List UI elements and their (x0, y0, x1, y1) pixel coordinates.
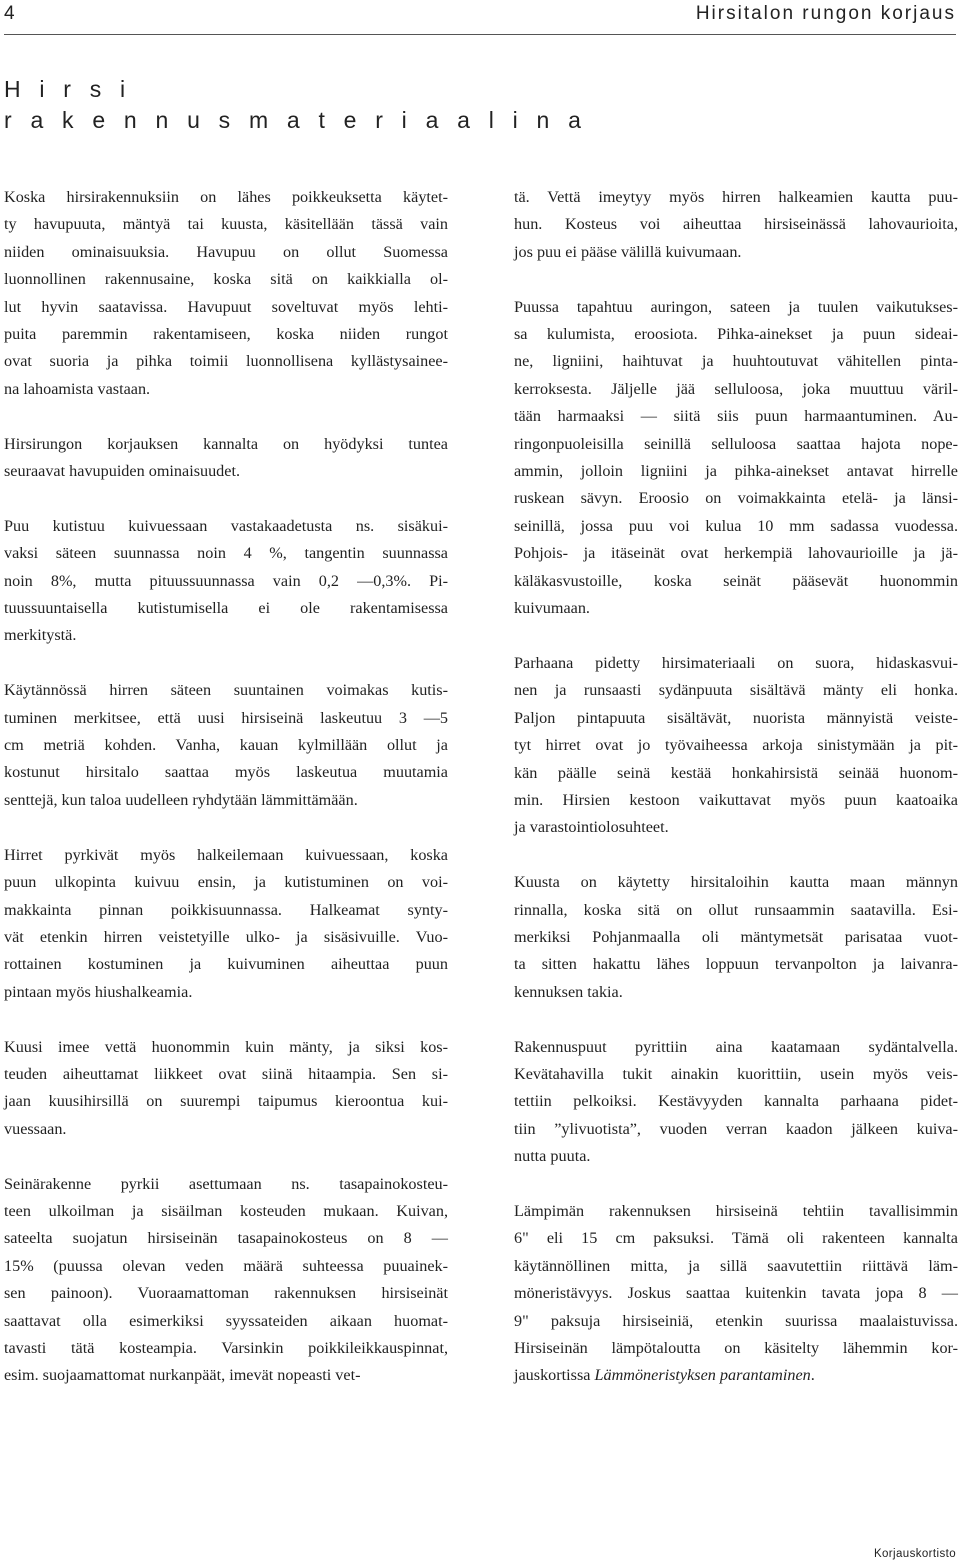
text-line: merkiksi Pohjanmaalla oli mäntymetsät parisataa vuot- (514, 927, 958, 946)
text-line: makkainta pinnan poikkisuunnassa. Halkeamat synty- (4, 900, 448, 919)
text-line: Koska hirsirakennuksiin on lähes poikkeuksetta käytet- (4, 188, 448, 206)
right-column (514, 184, 958, 1390)
text-line: Pohjois- ja itäseinät ovat herkempiä lahovaurioille ja jä- (514, 544, 958, 563)
paragraph (4, 184, 448, 403)
text-line: sen painoon). Vuoraamattoman rakennuksen hirsiseinät (4, 1284, 448, 1303)
text-line: seinillä, jossa puu voi kulua 10 mm sadassa vuodessa. (514, 516, 958, 535)
paragraph (514, 1034, 958, 1171)
text-line: Paljon pintapuuta sisältävät, nuorista männyistä veiste- (514, 708, 958, 727)
paragraph (514, 184, 958, 266)
text-line: vaksi säteen suunnassa noin 4 %, tangentin suunnassa (4, 544, 448, 563)
text-line: tuussuuntaisella kutistumisella ei ole rakentamisessa (4, 599, 448, 618)
text-line: Parhaana pidetty hirsimateriaali on suora, hidaskasvui- (514, 653, 958, 672)
text-line: noin 8%, mutta pituussuunnassa vain 0,2 —0,3%. Pi- (4, 571, 448, 590)
text-line: Kuusi imee vettä huonommin kuin mänty, ja siksi kos- (4, 1037, 448, 1056)
text-line: ty havupuuta, mäntyä tai kuusta, käsitellään tässä vain (4, 215, 448, 234)
text-line: kostunut hirsitalo saattaa myös laskeutua muutamia (4, 763, 448, 782)
paragraph (514, 869, 958, 1006)
paragraph (4, 677, 448, 814)
text-line: teuden aiheuttamat liikkeet ovat siinä hitaampia. Sen si- (4, 1064, 448, 1083)
paragraph (4, 1171, 448, 1390)
text-line: sa kulumista, eroosiota. Pihka-ainekset ja puun sideai- (514, 325, 958, 344)
text-line: lut hyvin saatavissa. Havupuut soveltuvat myös lehti- (4, 297, 448, 316)
text-line: Lämpimän rakennuksen hirsiseinä tehtiin tavallisimmin (514, 1201, 958, 1220)
text-line: vuessaan. (4, 1119, 67, 1138)
text-line: Hirret pyrkivät myös halkeilemaan kuivuessaan, koska (4, 845, 448, 864)
text-line: niiden ominaisuuksia. Havupuu on ollut Suomessa (4, 242, 448, 261)
paragraph (4, 431, 448, 486)
text-line: saattavat olla esimerkiksi syyssateiden aikaan huomat- (4, 1311, 448, 1330)
text-line: kennuksen takia. (514, 982, 623, 1001)
text-line: Kuusta on käytetty hirsitaloihin kautta maan männyn (514, 873, 958, 892)
text-line: 6" eli 15 cm paksuksi. Tämä oli rakenteen kannalta (514, 1229, 958, 1248)
text-line: senttejä, kun taloa uudelleen ryhdytään lämmittämään. (4, 790, 358, 809)
text-line: tiin ”ylivuotista”, vuoden verran kaadon jälkeen kuiva- (514, 1119, 958, 1138)
running-title: Hirsitalon rungon korjaus (695, 3, 956, 24)
text-line: rinnalla, koska sitä on ollut runsaammin saatavilla. Esi- (514, 900, 958, 919)
text-line: ringonpuoleisilla seinillä selluloosa saattaa hajota nope- (514, 434, 958, 453)
text-line: cm metriä kohden. Vanha, kauan kylmillään ollut ja (4, 736, 448, 755)
text-line: tuminen merkitsee, että uusi hirsiseinä laskeutuu 3 —5 (4, 708, 448, 727)
text-line: käytännöllinen mitta, ja sillä saavutettiin riittävä läm- (514, 1256, 958, 1275)
text-line: jos puu ei pääse välillä kuivumaan. (514, 242, 742, 261)
page-header (0, 0, 960, 44)
sentence-end: . (810, 1366, 815, 1385)
text-line: ne, ligniini, haihtuvat ja huuhtoutuvat vähitellen pinta- (514, 352, 958, 371)
text-line: tä. Vettä imeytyy myös hirren halkeamien kautta puu- (514, 188, 958, 206)
paragraph (4, 1034, 448, 1144)
text-line: Kevätahavilla tukit ainakin kuorittiin, usein myös veis- (514, 1064, 958, 1083)
text-line: sateelta suojatun hirsiseinän tasapainokosteus on 8 — (4, 1229, 448, 1248)
text-line: jauskortissa Lämmöneristyksen parantaminen. (514, 1366, 815, 1385)
header-divider (4, 34, 956, 35)
text-line: tettiin pelkoiksi. Kestävyyden kannalta parhaana pidet- (514, 1092, 958, 1111)
text-line: tyt hirret ovat jo työvaiheessa arkoja sinistymään ja pit- (514, 736, 958, 755)
text-line: tään harmaaksi — siitä siis puun harmaantuminen. Au- (514, 407, 958, 426)
paragraph (514, 294, 958, 623)
paragraph (4, 513, 448, 650)
text-line: kän päälle seinä kestää honkahirsistä seinää huonom- (514, 763, 958, 782)
text-line: nen ja runsaasti sydänpuuta sisältävä mänty eli honka. (514, 681, 958, 700)
text-line: na lahoamista vastaan. (4, 379, 151, 398)
text-line: kerroksesta. Jäljelle jää selluloosa, joka muuttuu väril- (514, 379, 958, 398)
text-line: Puussa tapahtuu auringon, sateen ja tuulen vaikutukses- (514, 297, 958, 316)
paragraph (514, 650, 958, 842)
text-line: merkitystä. (4, 626, 77, 645)
text-line: Käytännössä hirren säteen suuntainen voimakas kutis- (4, 681, 448, 700)
text-line: Seinärakenne pyrkii asettumaan ns. tasapainokosteu- (4, 1174, 448, 1193)
footer-label: Korjauskortisto (873, 1548, 956, 1560)
text-line: 9" paksuja hirsiseiniä, etenkin suurissa maalaistuvissa. (514, 1311, 958, 1330)
left-column (4, 184, 448, 1390)
text-line: seuraavat havupuiden ominaisuudet. (4, 462, 240, 481)
text-line: teen ulkoilman ja sisäilman kosteuden mukaan. Kuivan, (4, 1201, 448, 1220)
text-line: nutta puuta. (514, 1147, 591, 1166)
text-line: Rakennuspuut pyrittiin aina kaatamaan sydäntalvella. (514, 1037, 958, 1056)
reference-card-title: Lämmöneristyksen parantaminen (594, 1366, 811, 1385)
text-line: kuivumaan. (514, 599, 590, 618)
section-title (4, 74, 587, 136)
text-line: jaan kuusihirsillä on suurempi taipumus kieroontua kui- (4, 1092, 448, 1111)
text-line: ta sitten hakattu lähes loppuun tervanpolton ja laivanra- (514, 955, 958, 974)
text-line: pintaan myös hiushalkeamia. (4, 982, 193, 1001)
text-line: tavasti tätä kosteampia. Varsinkin poikkileikkauspinnat, (4, 1338, 448, 1357)
text-line: Hirsiseinän lämpötaloutta on käsitelty lähemmin kor- (514, 1338, 958, 1357)
text-line: ovat suoria ja pihka toimii luonnollisena kyllästysainee- (4, 352, 448, 371)
text-line: hun. Kosteus voi aiheuttaa hirsiseinässä lahovaurioita, (514, 215, 958, 234)
paragraph (4, 842, 448, 1006)
text-line: ja varastointiolosuhteet. (514, 818, 669, 837)
text-line: min. Hirsien kestoon vaikuttavat myös puun kaatoaika (514, 790, 958, 809)
text-line: käläkasvustoille, koska seinät pääsevät huonommin (514, 571, 958, 590)
section-title-line-2: r a k e n n u s m a t e r i a a l i n a (4, 107, 588, 133)
paragraph (514, 1198, 958, 1390)
page-number: 4 (4, 3, 15, 24)
text-line: ammin, jolloin ligniini ja pihka-ainekset antavat hirrelle (514, 462, 958, 481)
text-line: Hirsirungon korjauksen kannalta on hyödyksi tuntea (4, 434, 448, 453)
text-line: Puu kutistuu kuivuessaan vastakaadetusta ns. sisäkui- (4, 516, 448, 535)
text-line: möneristävyys. Joskus saattaa kuitenkin tavata jopa 8 — (514, 1284, 958, 1303)
text-line: luonnollinen rakennusaine, koska sitä on kaikkialla ol- (4, 270, 448, 289)
text-line: rottainen kostuminen ja kuivuminen aiheuttaa puun (4, 955, 448, 974)
text-line: esim. suojaamattomat nurkanpäät, imevät nopeasti vet- (4, 1366, 361, 1385)
text-line: ruskean sävyn. Eroosio on voimakkainta etelä- ja länsi- (514, 489, 958, 508)
text-line: puita paremmin rakentamiseen, koska niiden rungot (4, 325, 448, 344)
text-line: vät etenkin hirren veistetyille ulko- ja sisäsivuille. Vuo- (4, 927, 448, 946)
text-line: puun ulkopinta kuivuu ensin, ja kutistuminen on voi- (4, 873, 448, 892)
text-line: 15% (puussa olevan veden määrä suhteessa puuainek- (4, 1256, 448, 1275)
section-title-line-1: H i r s i (4, 76, 132, 102)
